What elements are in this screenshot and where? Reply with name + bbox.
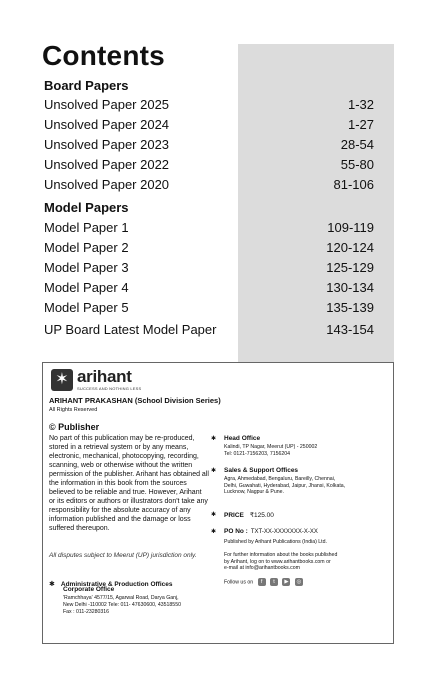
toc-row-label: Unsolved Paper 2024: [44, 117, 170, 132]
youtube-icon[interactable]: ▶: [284, 579, 289, 585]
logo-wordmark: arihant: [77, 367, 132, 386]
toc-row-label: UP Board Latest Model Paper: [44, 322, 217, 337]
toc-row-pages: 120-124: [326, 240, 374, 255]
price-label: PRICE: [224, 512, 244, 519]
toc-row-label: Model Paper 5: [44, 300, 129, 315]
sales-locations: [224, 476, 386, 496]
po-row: [224, 528, 318, 535]
po-label: PO No :: [224, 528, 248, 535]
imprint-box: [42, 362, 394, 644]
toc-row: [44, 240, 374, 258]
section-heading-model-papers: Model Papers: [44, 200, 129, 215]
publisher-logo: [51, 369, 155, 395]
toc-row: [44, 280, 374, 298]
toc-row: [44, 117, 374, 135]
star-emblem-icon: ✶: [51, 369, 73, 391]
po-value: TXT-XX-XXXXXXX-X-XX: [250, 529, 318, 535]
logo-tagline: SUCCESS AND NOTHING LESS: [77, 386, 142, 391]
toc-row-pages: 81-106: [333, 177, 374, 192]
section-heading-board-papers: Board Papers: [44, 78, 129, 93]
info-line: e-mail at info@arihantbooks.com: [224, 565, 300, 572]
rights-statement: All Rights Reserved: [49, 407, 98, 413]
sales-heading: Sales & Support Offices: [224, 467, 299, 474]
toc-row-label: Unsolved Paper 2020: [44, 177, 170, 192]
toc-row-label: Model Paper 2: [44, 240, 129, 255]
toc-row-label: Model Paper 1: [44, 220, 129, 235]
address-line: Fax : 011-23280316: [63, 608, 110, 615]
price-value: ₹125.00: [249, 512, 274, 519]
bullet-icon: ✱: [211, 529, 217, 535]
locations-line: Lucknow, Nagpur & Pune.: [224, 489, 284, 496]
toc-row-label: Unsolved Paper 2025: [44, 97, 170, 112]
jurisdiction-note: All disputes subject to Meerut (UP) jurisdiction only.: [49, 552, 197, 559]
toc-row-pages: 109-119: [327, 220, 374, 235]
published-by: Published by Arihant Publications (India) Ltd.: [224, 539, 327, 545]
address-line: Tel: 0121-7156203, 7156204: [224, 450, 291, 457]
info-line: by Arihant, log on to www.arihantbooks.com or: [224, 558, 331, 565]
company-name: ARIHANT PRAKASHAN (School Division Series): [49, 396, 221, 405]
locations-line: Agra, Ahmedabad, Bengaluru, Bareilly, Chennai,: [224, 476, 336, 482]
toc-row: [44, 137, 374, 155]
toc-row-pages: 130-134: [326, 280, 374, 295]
toc-row-pages: 55-80: [340, 157, 374, 172]
address-line: Kalindi, TP Nagar, Meerut (UP) - 250002: [224, 444, 318, 450]
toc-row: [44, 260, 374, 278]
toc-row-pages: 135-139: [326, 300, 374, 315]
toc-row-pages: 1-32: [347, 97, 374, 112]
price-row: [224, 511, 274, 519]
copyright-disclaimer: No part of this publication may be re-produced, stored in a retrieval system or by any means, electronic, mechanical, photocopying, recording, scanning, web or otherwise without the written permission of the publisher. Arihant has obtained all the information in this book from the sources believed to be reliable and true. However, Arihant or its editors or authors or illustrators don't take any responsibility for the absolute accuracy of any information published and the damage or loss suffered thereupon.: [49, 435, 209, 532]
toc-row-pages: 143-154: [326, 322, 374, 337]
toc-row-label: Model Paper 4: [44, 280, 129, 295]
toc-row: [44, 220, 374, 238]
follow-us: [224, 578, 303, 586]
corporate-office-address: [63, 595, 233, 615]
follow-label: Follow us on: [224, 579, 254, 586]
head-office-heading: Head Office: [224, 435, 261, 442]
address-line: New Delhi -110002 Tele: 011- 47630600, 43518550: [63, 601, 181, 608]
further-info: [224, 552, 386, 572]
toc-row: [44, 157, 374, 175]
instagram-icon[interactable]: ◎: [296, 579, 302, 585]
corporate-office-heading: Corporate Office: [63, 586, 115, 593]
toc-row-label: Unsolved Paper 2022: [44, 157, 170, 172]
toc-row: [44, 322, 374, 340]
bullet-icon: ✱: [49, 581, 55, 588]
toc-row-label: Model Paper 3: [44, 260, 129, 275]
bullet-icon: ✱: [211, 512, 217, 518]
toc-row: [44, 300, 374, 318]
toc-row-pages: 125-129: [326, 260, 374, 275]
page-title: Contents: [42, 40, 165, 71]
facebook-icon[interactable]: f: [258, 578, 266, 586]
twitter-icon[interactable]: t: [270, 578, 278, 586]
admin-heading: Administrative & Production Offices: [60, 581, 173, 588]
admin-offices: [49, 573, 219, 615]
toc-row: [44, 177, 374, 195]
toc-row-pages: 1-27: [347, 117, 374, 132]
toc-row-label: Unsolved Paper 2023: [44, 137, 170, 152]
publisher-heading: © Publisher: [49, 422, 100, 432]
address-line: 'Ramchhaya' 4577/15, Agarwal Road, Darya Ganj,: [63, 595, 179, 601]
locations-line: Delhi, Guwahati, Hyderabad, Jaipur, Jhansi, Kolkata,: [224, 482, 346, 489]
bullet-icon: ✱: [211, 468, 217, 474]
head-office-address: [224, 444, 386, 457]
bullet-icon: ✱: [211, 436, 217, 442]
info-line: For further information about the books published: [224, 552, 338, 558]
toc-row: [44, 97, 374, 115]
toc-row-pages: 28-54: [340, 137, 374, 152]
